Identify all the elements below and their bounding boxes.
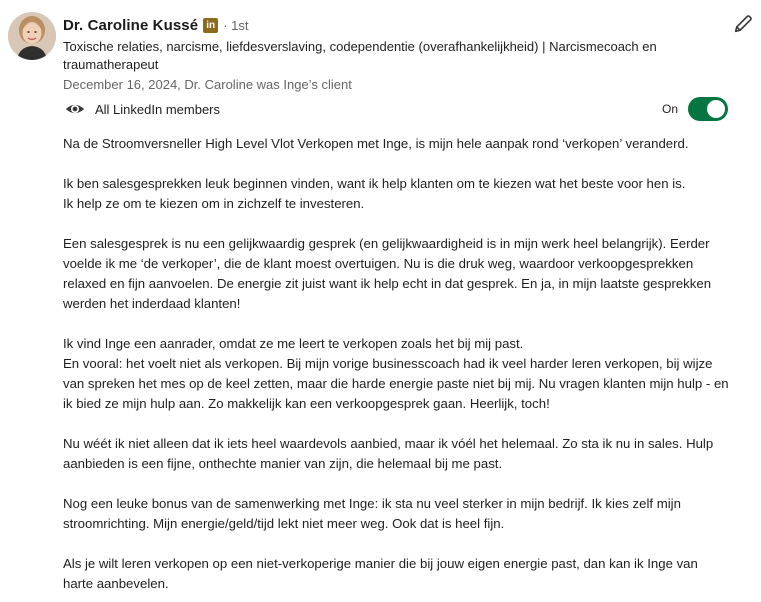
paragraph: Een salesgesprek is nu een gelijkwaardig gesprek (en gelijkwaardigheid is in mijn werk heel belangrijk). Eerder voelde ik me ‘de verkoper’, die de klant moest overtuigen. Nu is die druk weg, waardoor verkoopgesprekken relaxed en fijn aanvoelen. De energie zit juist want ik help echt in dat gesprek. En ja, in mijn laatste gesprekken werden het inderdaad klanten! — [63, 236, 712, 311]
name-row — [63, 14, 701, 36]
paragraph: Nu wéét ik niet alleen dat ik iets heel waardevols aanbied, maar ik vóél het helemaal. Zo sta ik nu in sales. Hulp aanbieden is een fijne, onthechte manier van zijn, die helemaal bij me past. — [63, 436, 714, 471]
toggle-label: On — [661, 102, 678, 116]
paragraph: Na de Stroomversneller High Level Vlot Verkopen met Inge, is mijn hele aanpak rond ‘verkopen’ veranderd. — [63, 136, 689, 151]
paragraph: Nog een leuke bonus van de samenwerking met Inge: ik sta nu veel sterker in mijn bedrijf. Ik kies zelf mijn stroomrichting. Mijn energie/geld/tijd lekt niet meer weg. Ook dat is heel fijn. — [63, 496, 681, 531]
author-name[interactable]: Dr. Caroline Kussé — [63, 16, 199, 34]
paragraph: Ik vind Inge een aanrader, omdat ze me leert te verkopen zoals het bij mij past. En vooral: het voelt niet als verkopen. Bij mijn vorige businesscoach had ik veel harder leren verkopen, bij wijze van spreken het mes op de keel zetten, maar die harde energie paste niet bij mij. Nu vragen klanten mijn hulp - en ik bied ze mijn hulp aan. Zo makkelijk kan een verkoopgesprek gaan. Heerlijk, toch! — [63, 336, 729, 411]
paragraph: Als je wilt leren verkopen op een niet-verkoperige manier die bij jouw eigen energie past, dan kan ik Inge van harte aanbevelen. — [63, 556, 698, 591]
linkedin-icon: in — [203, 18, 218, 33]
visibility-toggle-wrap — [662, 97, 728, 121]
recommendation-header — [63, 14, 701, 94]
visibility-label: All LinkedIn members — [95, 101, 220, 117]
recommendation-body — [63, 134, 731, 602]
visibility-row — [63, 97, 728, 121]
eye-icon — [63, 97, 87, 121]
author-headline: Toxische relaties, narcisme, liefdesverslaving, codependentie (overafhankelijkheid) | Narcismecoach en traumatherapeut — [63, 39, 657, 72]
relationship-meta: December 16, 2024, Dr. Caroline was Inge’s client — [63, 77, 352, 92]
toggle-knob — [707, 100, 725, 118]
pencil-icon[interactable] — [731, 12, 755, 36]
paragraph: Ik ben salesgesprekken leuk beginnen vinden, want ik help klanten om te kiezen wat het beste voor hen is. Ik help ze om te kiezen om in zichzelf te investeren. — [63, 176, 686, 211]
connection-degree: · 1st — [223, 17, 249, 33]
visibility-toggle[interactable] — [688, 97, 728, 121]
avatar[interactable] — [8, 12, 56, 60]
